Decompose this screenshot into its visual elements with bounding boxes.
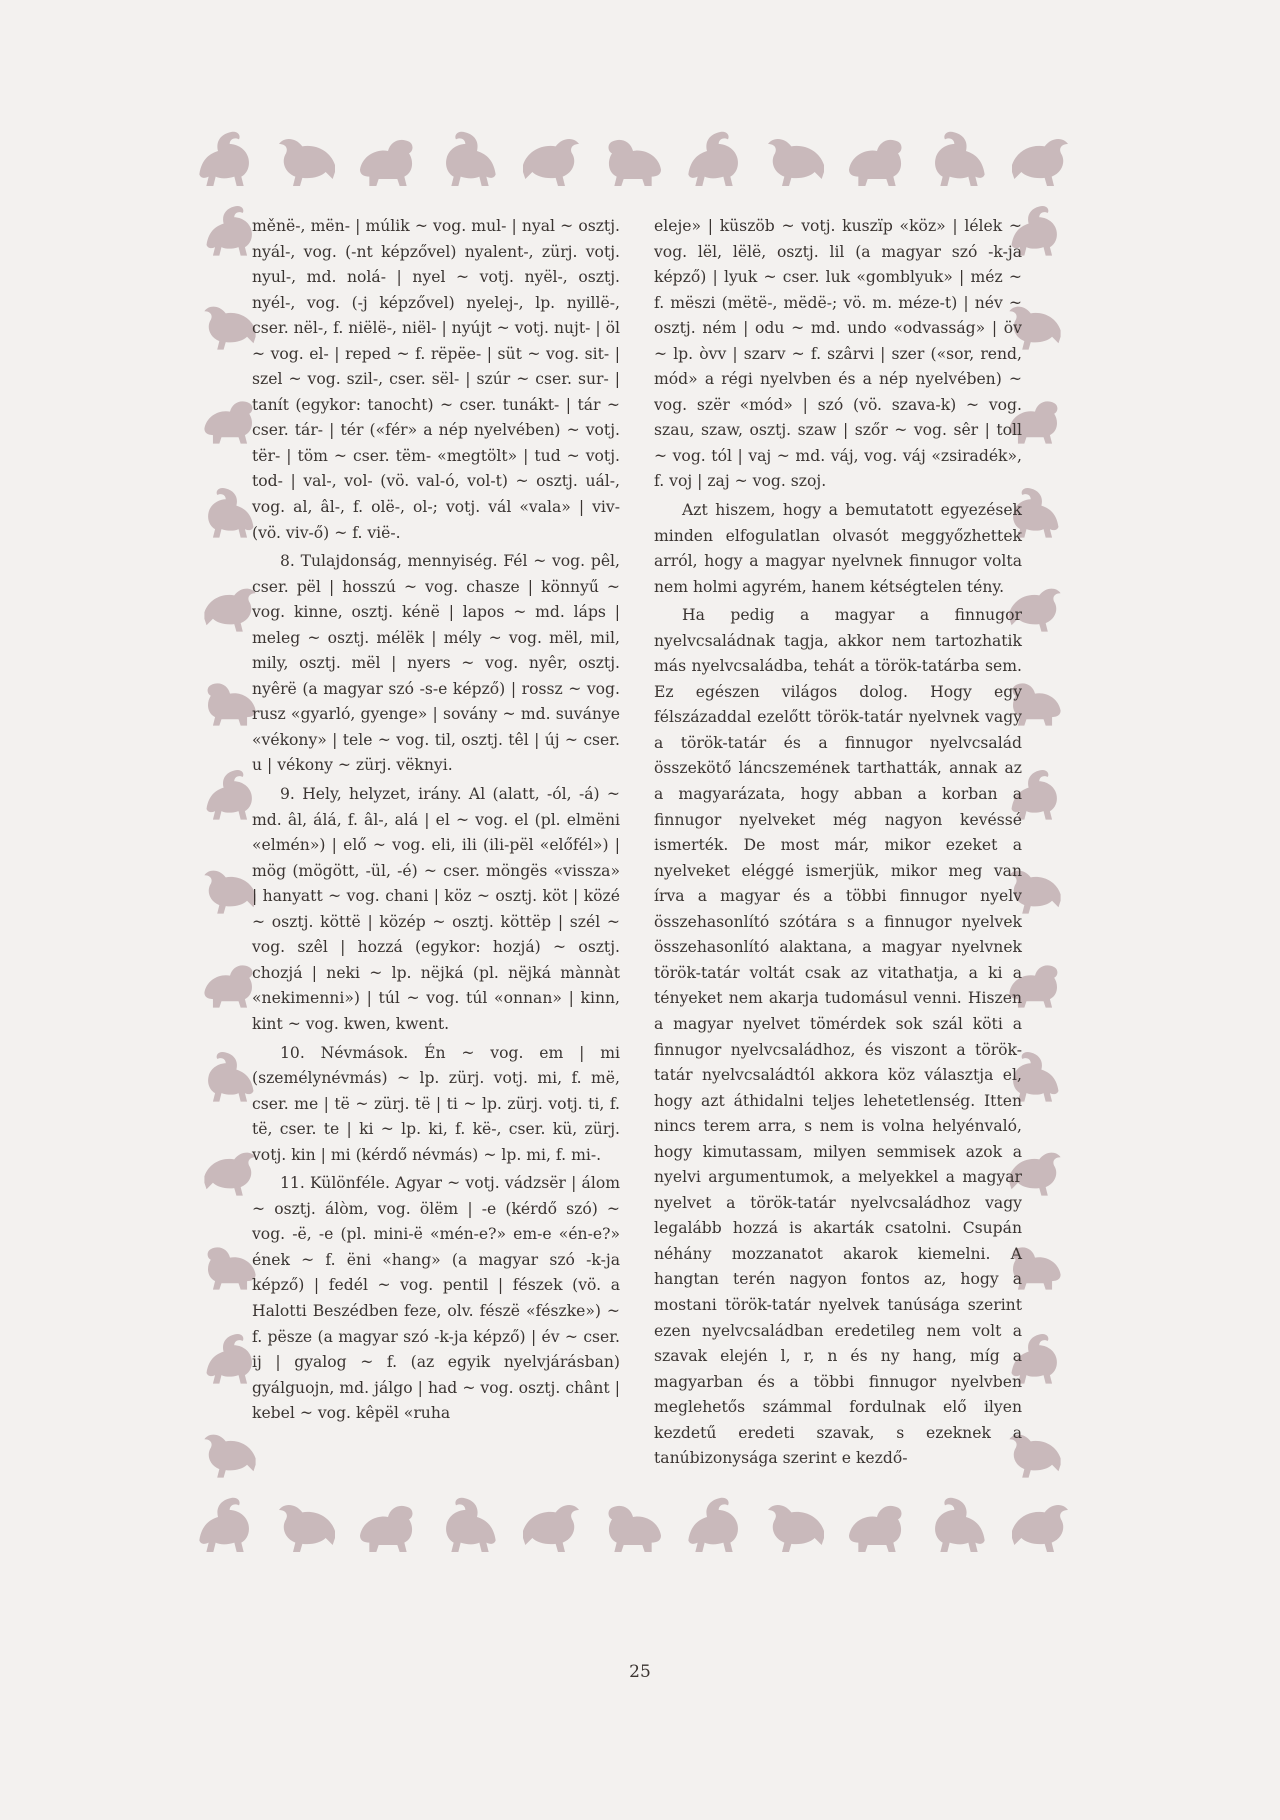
animal-ornament-icon xyxy=(1005,1489,1075,1559)
animal-ornament-icon xyxy=(516,123,586,193)
right-column-paragraph: Ha pedig a magyar a finnugor nyelvcsaládnak tagja, akkor nem tartozhatik más nyelvcsaládba, tehát a török-tatárba sem. Ez egészen világos dolog. Hogy egy félszázaddal ezelőtt török-tatár nyelvnek vagy a török-tatár és a finnugor nyelvcsalád összekötő láncszemének tarthatták, annak az a magyarázata, hogy abban a korban a finnugor nyelveket még nagyon kevéssé ismerték. De most már, mikor ezeket a nyelveket eléggé ismerjük, mikor meg van írva a magyar és a többi finnugor nyelv összehasonlító szótára s a finnugor nyelvek összehasonlító alaktana, a magyar nyelvnek török-tatár voltát csak az vitathatja, a ki a tényeket nem akarja tudomásul venni. Hiszen a magyar nyelvet tömérdek sok szál köti a finnugor nyelvcsaládhoz, és viszont a török-tatár nyelvcsaládtól akkora köz választja el, hogy azt áthidalni teljes lehetetlenség. Itten nincs terem arra, s nem is volna helyénvaló, hogy kimutassam, milyen semmisek azok a nyelvi argumentumok, a melyekkel a magyar nyelvet a török-tatár nyelvcsaládhoz vagy legalább hozzá is akarták csatolni. Csupán néhány mozzanatot akarok kiemelni. A hangtan terén nagyon fontos az, hogy a mostani török-tatár nyelvek tanúsága szerint ezen nyelvcsaládban eredetileg nem volt a szavak elején l, r, n és ny hang, míg a magyarban és a többi finnugor nyelvben meglehetős számmal fordulnak elő ilyen kezdetű eredeti szavak, s ezeknek a tanúbizonysága szerint e kezdő- xyxy=(654,606,1022,1468)
animal-ornament-icon xyxy=(679,1489,749,1559)
two-column-text xyxy=(252,214,1022,1484)
animal-ornament-icon xyxy=(435,123,505,193)
left-column-paragraph: měnë-, mën- | múlik ~ vog. mul- | nyal ~ osztj. nyál-, vog. (-nt képzővel) nyalent-, zürj. votj. nyul-, md. nolá- | nyel ~ votj. nyël-, osztj. nyél-, vog. (-j képzővel) nyelej-, lp. nyillë-, cser. nël-, f. niëlë-, niël- | nyújt ~ votj. nujt- | öl ~ vog. el- | reped ~ f. rëpëe- | süt ~ vog. sit- | szel ~ vog. szil-, cser. sël- | szúr ~ cser. sur- | tanít (egykor: tanocht) ~ cser. tunákt- | tár ~ cser. tár- | tér («fér» a nép nyelvében) ~ votj. tër- | töm ~ cser. tëm- «megtölt» | tud ~ votj. tod- | val-, vol- (vö. val-ó, vol-t) ~ osztj. uál-, vog. al, âl-, f. olë-, ol-; votj. vál «vala» | viv- (vö. viv-ő) ~ f. viё-. xyxy=(252,217,620,542)
left-column-paragraph: 8. Tulajdonság, mennyiség. Fél ~ vog. pêl, cser. pël | hosszú ~ vog. chasze | könnyű ~ vog. kinne, osztj. kénë | lapos ~ md. láps | meleg ~ osztj. mélëk | mély ~ vog. mël, mil, mily, osztj. mël | nyers ~ vog. nyêr, osztj. nyêrë (a magyar szó -s-e képző) | rossz ~ vog. rusz «gyarló, gyenge» | sovány ~ md. suványe «vékony» | tele ~ vog. til, osztj. têl | új ~ cser. u | vékony ~ zürj. vëknyi. xyxy=(252,552,620,775)
animal-ornament-icon xyxy=(190,1489,260,1559)
left-column-paragraph: 9. Hely, helyzet, irány. Al (alatt, -ól, -á) ~ md. âl, álá, f. âl-, alá | el ~ vog. el (pl. elmëni «elmén») | elő ~ vog. eli, ili (ili-pël «előfél») | mög (mögött, -ül, -é) ~ cser. möngës «vissza» | hanyatt ~ vog. chani | köz ~ osztj. köt | közé ~ osztj. köttë | közép ~ osztj. köttëp | szél ~ vog. szêl | hozzá (egykor: hozjá) ~ osztj. chozjá | neki ~ lp. nëjká (pl. nëjká mànnàt «nekimenni») | túl ~ vog. túl «onnan» | kinn, kint ~ vog. kwen, kwent. xyxy=(252,785,620,1033)
animal-ornament-icon xyxy=(1005,123,1075,193)
page-number: 25 xyxy=(629,1662,651,1682)
left-column-paragraph: 11. Különféle. Agyar ~ votj. vádzsër | álom ~ osztj. álòm, vog. ölëm | -e (kérdő szó) ~ vog. -ë, -e (pl. mini-ë «mén-e?» em-e «én-e?» ének ~ f. ëni «hang» (a magyar szó -k-ja képző) | fedél ~ vog. pentil | fészek (vö. a Halotti Beszédben feze, olv. fészë «fészke») ~ f. pësze (a magyar szó -k-ja képző) | év ~ cser. ij | gyalog ~ f. (az egyik nyelvjárásban) gyálguojn, md. jálgo | had ~ vog. osztj. chânt | kebel ~ vog. kêpël «ruha xyxy=(252,1174,620,1423)
left-column-paragraph: 10. Névmások. Én ~ vog. em | mi (személynévmás) ~ lp. zürj. votj. mi, f. më, cser. me | të ~ zürj. të | ti ~ lp. zürj. votj. ti, f. të, cser. te | ki ~ lp. ki, f. kë-, cser. kü, zürj. votj. kin | mi (kérdő névmás) ~ lp. mi, f. mi-. xyxy=(252,1043,620,1164)
animal-ornament-icon xyxy=(516,1489,586,1559)
animal-ornament-icon xyxy=(435,1489,505,1559)
animal-ornament-icon xyxy=(190,123,260,193)
animal-ornament-icon xyxy=(842,123,912,193)
animal-ornament-icon xyxy=(353,1489,423,1559)
top-animal-border xyxy=(190,118,1075,198)
animal-ornament-icon xyxy=(924,123,994,193)
animal-ornament-icon xyxy=(598,1489,668,1559)
right-column-paragraph: Azt hiszem, hogy a bemutatott egyezések minden elfogulatlan olvasót meggyőzhettek arról, hogy a magyar nyelvnek finnugor volta nem holmi agyrém, hanem kétségtelen tény. xyxy=(654,501,1022,596)
animal-ornament-icon xyxy=(598,123,668,193)
animal-ornament-icon xyxy=(272,1489,342,1559)
animal-ornament-icon xyxy=(353,123,423,193)
animal-ornament-icon xyxy=(272,123,342,193)
animal-ornament-icon xyxy=(679,123,749,193)
animal-ornament-icon xyxy=(761,123,831,193)
animal-ornament-icon xyxy=(924,1489,994,1559)
animal-ornament-icon xyxy=(842,1489,912,1559)
right-column-paragraph: eleje» | küszöb ~ votj. kuszïp «köz» | lélek ~ vog. lël, lëlë, osztj. lil (a magyar szó -k-ja képző) | lyuk ~ cser. luk «gomblyuk» | méz ~ f. mëszi (mëtë-, mëdë-; vö. m. méze-t) | név ~ osztj. ném | odu ~ md. undo «odvasság» | öv ~ lp. òvv | szarv ~ f. szârvi | szer («sor, rend, mód» a régi nyelvben és a nép nyelvében) ~ vog. szër «mód» | szó (vö. szava-k) ~ vog. szau, szaw, osztj. szaw | szőr ~ vog. sêr | toll ~ vog. tól | vaj ~ md. váj, vog. váj «zsiradék», f. voj | zaj ~ vog. szoj. xyxy=(654,217,1022,491)
animal-ornament-icon xyxy=(761,1489,831,1559)
bottom-animal-border xyxy=(190,1484,1075,1564)
right-column xyxy=(654,214,1022,1484)
decorative-frame xyxy=(190,118,1075,1564)
left-column xyxy=(252,214,620,1484)
